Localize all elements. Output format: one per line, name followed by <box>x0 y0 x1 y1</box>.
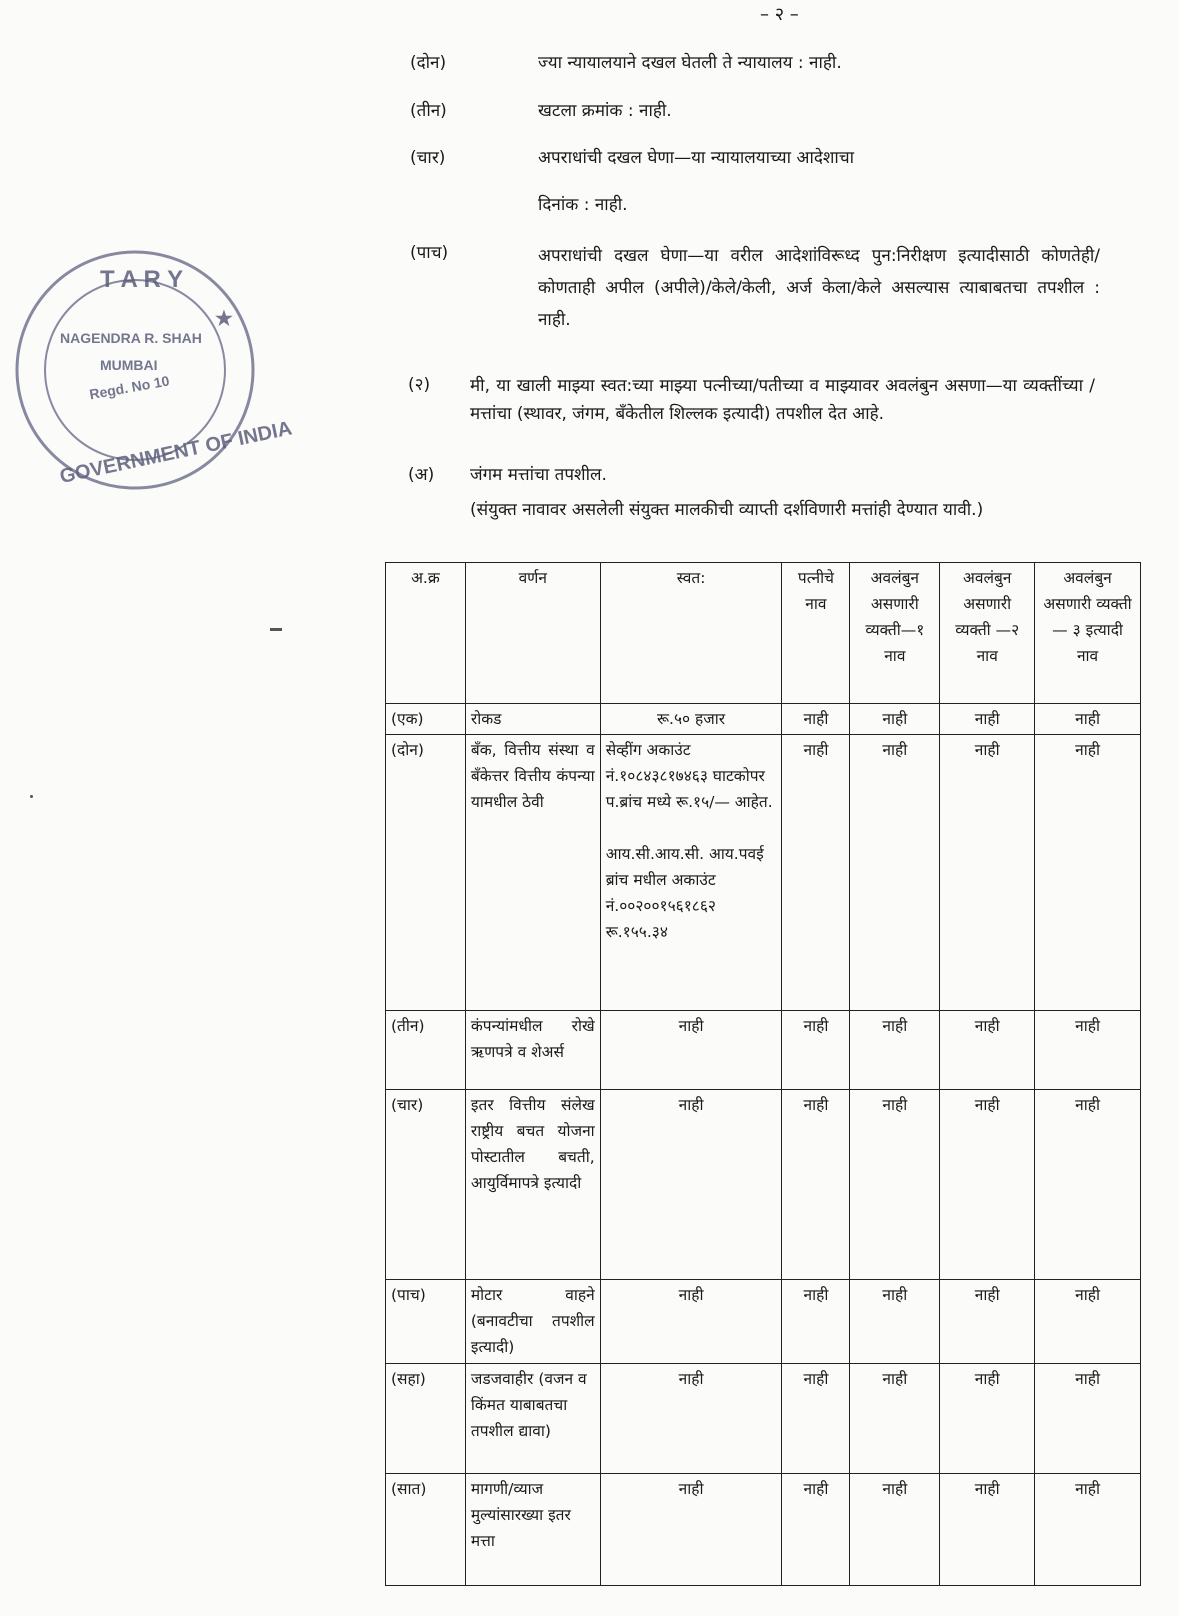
row-dependent-3: नाही <box>1035 704 1141 735</box>
row-dependent-3: नाही <box>1035 1090 1141 1280</box>
row-dependent-2: नाही <box>940 1280 1035 1364</box>
scan-mark <box>270 628 282 631</box>
row-dependent-2: नाही <box>940 1011 1035 1090</box>
table-row <box>386 1364 1141 1474</box>
icici-account-detail: आय.सी.आय.सी. आय.पवई ब्रांच मधील अकाउंट नं.००२००१५६१८६२ रू.१५५.३४ <box>605 845 764 941</box>
row-dependent-1: नाही <box>850 1474 940 1586</box>
row-spouse: नाही <box>782 1280 850 1364</box>
table-row <box>386 1011 1141 1090</box>
header-cell: वर्णन <box>465 563 600 704</box>
row-dependent-2: नाही <box>940 735 1035 1011</box>
row-dependent-1: नाही <box>850 1280 940 1364</box>
svg-text:NAGENDRA R. SHAH: NAGENDRA R. SHAH <box>60 330 202 346</box>
row-desc: इतर वित्तीय संलेख राष्ट्रीय बचत योजना पोस्टातील बचती, आयुर्विमापत्रे इत्यादी <box>465 1090 600 1280</box>
row-dependent-2: नाही <box>940 1090 1035 1280</box>
svg-text:GOVERNMENT OF INDIA: GOVERNMENT OF INDIA <box>57 417 294 489</box>
row-desc: मागणी/व्याज मुल्यांसारख्या इतर मत्ता <box>465 1474 600 1586</box>
row-number: (दोन) <box>386 735 466 1011</box>
item-label: (चार) <box>410 148 446 168</box>
row-spouse: नाही <box>782 735 850 1011</box>
item-label: (पाच) <box>410 243 449 263</box>
row-self: नाही <box>600 1280 782 1364</box>
row-spouse: नाही <box>782 1011 850 1090</box>
row-number: (तीन) <box>386 1011 466 1090</box>
row-spouse: नाही <box>782 1364 850 1474</box>
header-cell: स्वत: <box>600 563 782 704</box>
row-dependent-1: नाही <box>850 1011 940 1090</box>
item-label: (दोन) <box>410 53 447 73</box>
row-self: नाही <box>600 1474 782 1586</box>
row-number: (सात) <box>386 1474 466 1586</box>
row-dependent-3: नाही <box>1035 1364 1141 1474</box>
header-cell: अवलंबुन असणारी व्यक्ती—१ नाव <box>850 563 940 704</box>
table-row <box>386 1090 1141 1280</box>
table-row <box>386 704 1141 735</box>
header-cell: अवलंबुन असणारी व्यक्ती —२ नाव <box>940 563 1035 704</box>
svg-text:T A R Y: T A R Y <box>100 266 184 293</box>
page-number: – २ – <box>760 4 799 25</box>
section-note: (संयुक्त नावावर असलेली संयुक्त मालकीची व्याप्ती दर्शविणारी मत्तांही देण्यात यावी.) <box>470 500 984 520</box>
section-text: मी, या खाली माझ्या स्वत:च्या माझ्या पत्नीच्या/पतीच्या व माझ्यावर अवलंबुन असणा—या व्यक्तींच्या /मत्तांचा (स्थावर, जंगम, बँकेतील शिल्लक इत्यादी) तपशील देत आहे. <box>470 376 1095 424</box>
row-dependent-3: नाही <box>1035 1474 1141 1586</box>
row-dependent-1: नाही <box>850 704 940 735</box>
row-dependent-2: नाही <box>940 1364 1035 1474</box>
item-text-date: दिनांक : नाही. <box>538 195 628 215</box>
row-number: (चार) <box>386 1090 466 1280</box>
section-title: जंगम मत्तांचा तपशील. <box>470 465 607 485</box>
row-self: रू.५० हजार <box>600 704 782 735</box>
table-row <box>386 1280 1141 1364</box>
header-cell: पत्नीचे नाव <box>782 563 850 704</box>
row-dependent-2: नाही <box>940 704 1035 735</box>
header-cell: अ.क्र <box>386 563 466 704</box>
row-self: नाही <box>600 1364 782 1474</box>
table-row <box>386 1474 1141 1586</box>
row-desc: मोटार वाहने (बनावटीचा तपशील इत्यादी) <box>465 1280 600 1364</box>
item-text: अपराधांची दखल घेणा—या वरील आदेशांविरूध्द पुन:निरीक्षण इत्यादीसाठी कोणतेही/कोणताही अपील (अपीले)/केले/केली, अर्ज केला/केले असल्यास त्याबाबतचा तपशील : नाही. <box>538 246 1100 330</box>
svg-text:Regd. No 10: Regd. No 10 <box>88 372 171 403</box>
row-desc: कंपन्यांमधील रोखे ऋणपत्रे व शेअर्स <box>465 1011 600 1090</box>
row-dependent-1: नाही <box>850 735 940 1011</box>
row-self: नाही <box>600 1011 782 1090</box>
svg-text:MUMBAI: MUMBAI <box>100 357 158 373</box>
row-self: नाही <box>600 1090 782 1280</box>
row-dependent-3: नाही <box>1035 735 1141 1011</box>
row-dependent-1: नाही <box>850 1364 940 1474</box>
row-self <box>600 735 782 1011</box>
row-desc: बँक, वित्तीय संस्था व बँकेत्तर वित्तीय कंपन्या यामधील ठेवी <box>465 735 600 1011</box>
item-label: (तीन) <box>410 101 447 121</box>
row-dependent-1: नाही <box>850 1090 940 1280</box>
row-spouse: नाही <box>782 1090 850 1280</box>
section-label: (२) <box>408 375 431 395</box>
svg-text:★: ★ <box>215 308 233 330</box>
savings-account-detail: सेव्हींग अकाउंट नं.१०८४३८१७४६३ घाटकोपर प.ब्रांच मध्ये रू.१५/— आहेत. <box>605 741 773 811</box>
row-dependent-3: नाही <box>1035 1011 1141 1090</box>
movable-assets-table <box>385 562 1141 1586</box>
row-spouse: नाही <box>782 704 850 735</box>
section-label: (अ) <box>408 465 435 485</box>
row-number: (पाच) <box>386 1280 466 1364</box>
item-text: ज्या न्यायालयाने दखल घेतली ते न्यायालय : नाही. <box>538 53 842 73</box>
row-dependent-3: नाही <box>1035 1280 1141 1364</box>
row-number: (एक) <box>386 704 466 735</box>
row-desc: रोकड <box>465 704 600 735</box>
notary-stamp <box>5 245 294 495</box>
row-spouse: नाही <box>782 1474 850 1586</box>
item-text: खटला क्रमांक : नाही. <box>538 101 672 121</box>
table-row <box>386 735 1141 1011</box>
table-header-row <box>386 563 1141 704</box>
item-text: अपराधांची दखल घेणा—या न्यायालयाच्या आदेशाचा <box>538 148 855 168</box>
scan-mark <box>30 795 33 798</box>
header-cell: अवलंबुन असणारी व्यक्ती— ३ इत्यादी नाव <box>1035 563 1141 704</box>
row-number: (सहा) <box>386 1364 466 1474</box>
row-desc: जडजवाहीर (वजन व किंमत याबाबतचा तपशील द्यावा) <box>465 1364 600 1474</box>
row-dependent-2: नाही <box>940 1474 1035 1586</box>
